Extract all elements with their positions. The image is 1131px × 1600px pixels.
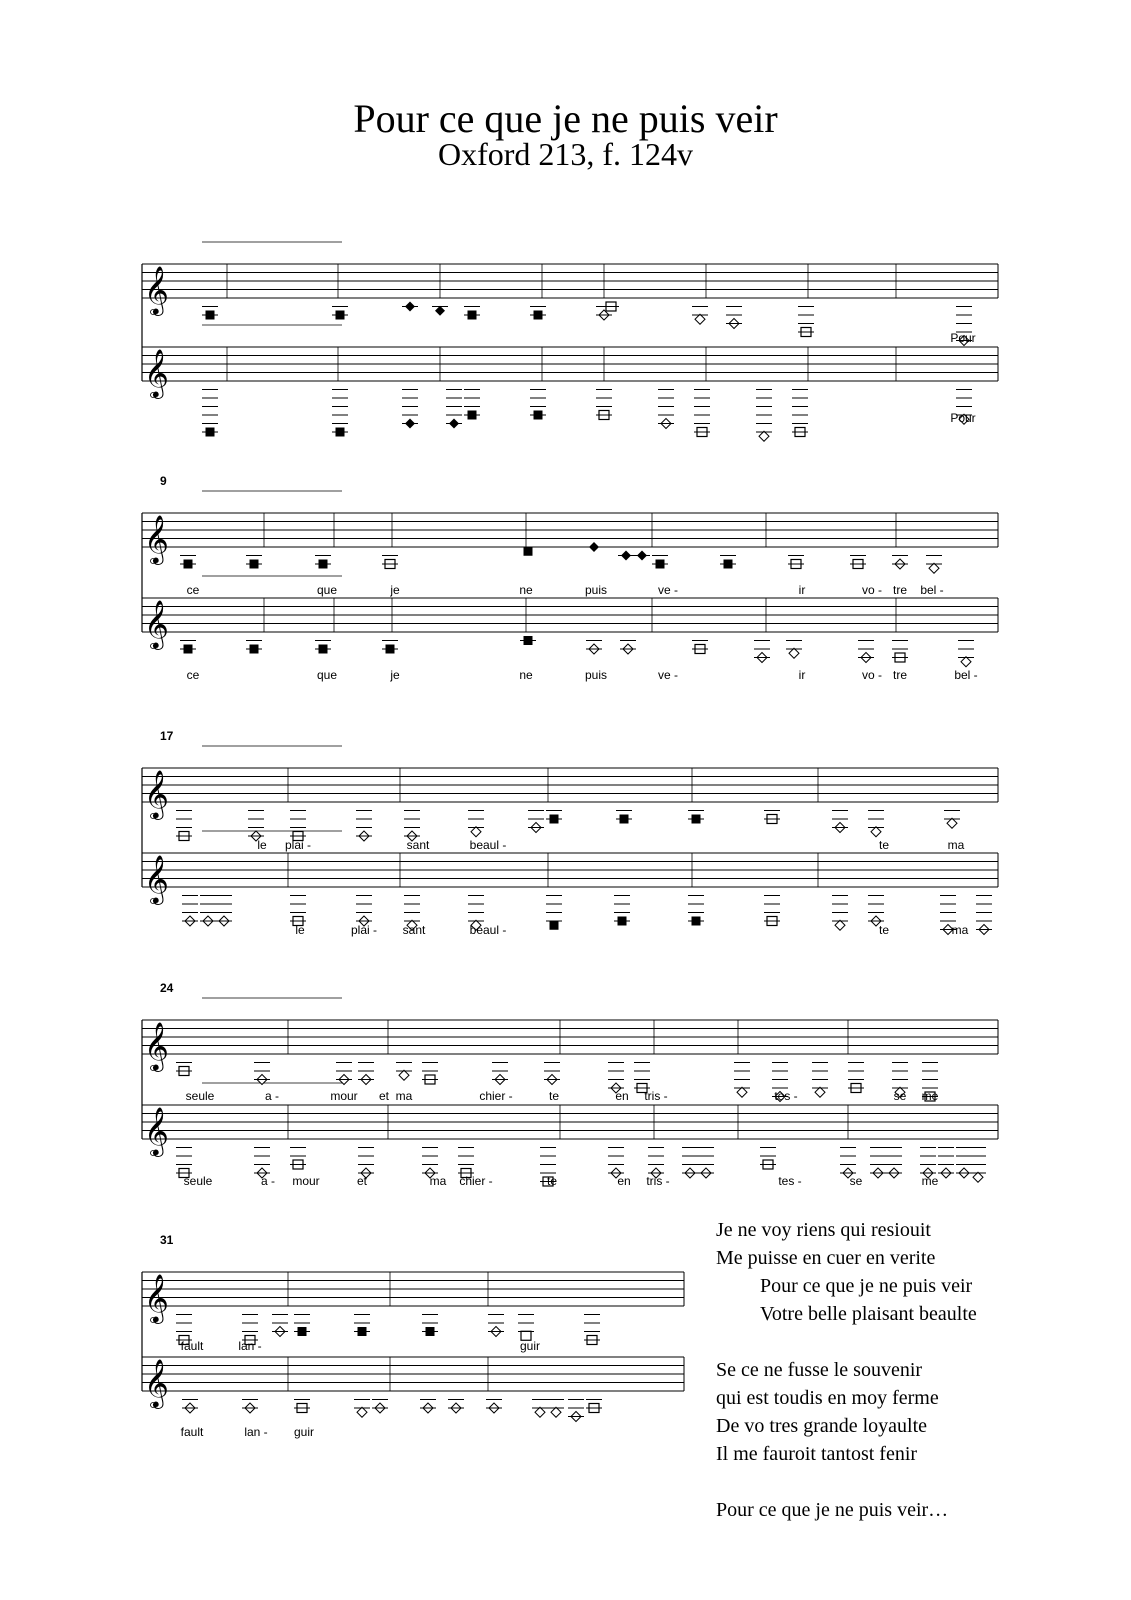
lower-lyric-syllable: en [617, 1174, 631, 1188]
note [616, 811, 632, 824]
upper-lyric-syllable: Pour [950, 331, 976, 345]
lower-lyric-syllable: tris - [646, 1174, 670, 1188]
note [734, 1063, 750, 1098]
note [614, 896, 630, 926]
note [634, 551, 650, 561]
note [354, 1400, 370, 1418]
lower-lyric-syllable: ve - [657, 668, 679, 682]
lower-lyric-syllable: que [316, 668, 338, 682]
poem-text [716, 1216, 977, 1552]
note [396, 1063, 412, 1081]
note [568, 1400, 584, 1422]
note [944, 811, 960, 829]
note [354, 1315, 370, 1337]
note [528, 811, 544, 833]
note [200, 896, 216, 927]
note [290, 896, 306, 926]
lower-lyric-syllable: je [390, 668, 400, 682]
note [254, 1063, 270, 1085]
note [658, 390, 674, 429]
note [532, 1400, 548, 1418]
upper-lyric-syllable: te [878, 838, 890, 852]
note [620, 641, 636, 655]
note [892, 556, 908, 570]
treble-clef-icon: 𝄞 [144, 1358, 169, 1407]
note [958, 641, 974, 667]
note [486, 1400, 502, 1414]
note [372, 1400, 388, 1414]
note [402, 390, 418, 429]
note [402, 302, 418, 312]
note [356, 811, 372, 842]
note [458, 1148, 474, 1178]
note [180, 556, 196, 569]
note [848, 1063, 864, 1093]
note [892, 641, 908, 663]
note [382, 641, 398, 654]
note [358, 1063, 374, 1085]
upper-lyric-syllable: le [257, 838, 267, 852]
upper-lyric-syllable: mour [330, 1089, 358, 1103]
note [756, 390, 772, 442]
upper-lyric-syllable: seule [185, 1089, 215, 1103]
upper-lyric-syllable: guir [519, 1339, 541, 1353]
treble-clef-icon: 𝄞 [144, 1021, 169, 1070]
upper-lyric-syllable: ma [947, 838, 965, 852]
lower-staff [142, 853, 998, 905]
note [546, 896, 562, 930]
note [294, 1315, 310, 1337]
poem-stanza [716, 1496, 977, 1524]
upper-staff [142, 1020, 998, 1072]
note [246, 641, 262, 654]
lower-lyric-syllable: tes - [778, 1174, 802, 1188]
lower-lyric-syllable: et [356, 1174, 368, 1188]
lower-lyric-syllable: te [546, 1174, 558, 1188]
upper-lyric-syllable: a - [264, 1089, 280, 1103]
poem-line: Je ne voy riens qui resiouit [716, 1219, 931, 1241]
note [754, 641, 770, 663]
note [315, 641, 331, 654]
lower-lyric-syllable: te [878, 923, 890, 937]
upper-lyric-syllable: que [316, 583, 338, 597]
poem-stanza [716, 1216, 977, 1328]
note [448, 1400, 464, 1414]
note [176, 811, 192, 841]
note [832, 811, 848, 833]
note [464, 307, 480, 320]
upper-lyric-syllable: en [615, 1089, 629, 1103]
upper-lyric-syllable: beaul - [469, 838, 507, 852]
note [176, 1148, 192, 1178]
upper-lyric-syllable: puis [584, 583, 608, 597]
upper-lyric-syllable: je [390, 583, 400, 597]
lower-lyric-syllable: ma [429, 1174, 447, 1188]
upper-lyric-syllable: bel - [920, 583, 944, 597]
note [518, 1315, 534, 1341]
upper-staff [142, 1272, 684, 1324]
lower-lyric-syllable: lan - [244, 1425, 268, 1439]
note [760, 1148, 776, 1170]
note [586, 641, 602, 655]
upper-lyric-syllable: plai - [284, 838, 312, 852]
lower-lyric-syllable: guir [293, 1425, 315, 1439]
lower-lyric-syllable: se [849, 1174, 863, 1188]
lower-lyric-syllable: a - [260, 1174, 276, 1188]
note [926, 556, 942, 574]
note [242, 1400, 258, 1414]
source-subtitle: Oxford 213, f. 124v [437, 136, 694, 172]
lower-lyric-syllable: plai - [350, 923, 378, 937]
music-system [142, 474, 978, 682]
note [520, 636, 536, 645]
note [180, 641, 196, 654]
note [850, 556, 866, 569]
note [976, 896, 992, 935]
note [422, 1315, 438, 1337]
note [698, 1148, 714, 1179]
note [290, 811, 306, 841]
note [596, 390, 612, 420]
note [332, 390, 348, 437]
note [720, 556, 736, 569]
lower-staff [142, 598, 998, 650]
note [584, 1315, 600, 1345]
upper-staff [142, 513, 998, 565]
upper-lyric-syllable: ir [798, 583, 806, 597]
upper-lyric-syllable: ce [186, 583, 200, 597]
note [446, 390, 462, 429]
note [492, 1063, 508, 1085]
note [530, 307, 546, 320]
upper-lyric-syllable: et [378, 1089, 390, 1103]
treble-clef-icon: 𝄞 [144, 599, 169, 648]
upper-lyric-syllable: lan - [238, 1339, 262, 1353]
upper-lyric-syllable: ve - [657, 583, 679, 597]
lower-lyric-syllable: ce [186, 668, 200, 682]
note [216, 896, 232, 927]
music-system [142, 242, 976, 441]
note [634, 1063, 650, 1093]
note [548, 1400, 564, 1418]
upper-lyric-syllable: me [921, 1089, 939, 1103]
note [420, 1400, 436, 1414]
note [404, 811, 420, 842]
note [294, 1400, 310, 1413]
note [726, 307, 742, 329]
note [868, 811, 884, 837]
lower-lyric-syllable: sant [402, 923, 426, 937]
note [870, 1148, 886, 1179]
note [858, 641, 874, 663]
measure-number: 24 [160, 981, 174, 995]
note [692, 307, 708, 325]
note [246, 556, 262, 569]
upper-lyric-syllable: tre [892, 583, 908, 597]
poem-stanza [716, 1356, 977, 1468]
note [332, 307, 348, 320]
lower-lyric-syllable: ir [798, 668, 806, 682]
note [586, 1400, 602, 1413]
note [382, 556, 398, 569]
poem-line: Votre belle plaisant beaulte [760, 1303, 977, 1325]
note [970, 1148, 986, 1183]
measure-number: 17 [160, 729, 174, 743]
note [248, 811, 264, 842]
music-system [142, 981, 998, 1188]
note [788, 556, 804, 569]
upper-lyric-syllable: tris - [644, 1089, 668, 1103]
poem-line: Pour ce que je ne puis veir [760, 1275, 973, 1297]
piece-title: Pour ce que je ne puis veir [353, 96, 778, 141]
upper-lyric-syllable: chier - [479, 1089, 513, 1103]
upper-lyric-syllable: se [893, 1089, 907, 1103]
note [202, 307, 218, 320]
note [182, 896, 198, 927]
note [764, 896, 780, 926]
upper-staff [142, 264, 998, 316]
measure-number: 9 [160, 474, 167, 488]
note [290, 1148, 306, 1170]
note [488, 1315, 504, 1337]
lower-lyric-syllable: chier - [459, 1174, 493, 1188]
note [868, 896, 884, 927]
note [812, 1063, 828, 1098]
note [182, 1400, 198, 1414]
lower-staff [142, 347, 998, 399]
lower-lyric-syllable: fault [180, 1425, 204, 1439]
treble-clef-icon: 𝄞 [144, 769, 169, 818]
note [202, 390, 218, 437]
lower-lyric-syllable: puis [584, 668, 608, 682]
lower-lyric-syllable: ne [519, 668, 533, 682]
note [682, 1148, 698, 1179]
treble-clef-icon: 𝄞 [144, 1106, 169, 1155]
lower-lyric-syllable: beaul - [469, 923, 507, 937]
lower-lyric-syllable: Pour [950, 411, 976, 425]
lower-lyric-syllable: le [295, 923, 305, 937]
note [792, 390, 808, 437]
note [786, 641, 802, 659]
upper-lyric-syllable: sant [406, 838, 430, 852]
poem-line: Se ce ne fusse le souvenir [716, 1359, 923, 1381]
note [956, 1148, 972, 1179]
note [544, 1063, 560, 1085]
poem-line: Me puisse en cuer en verite [716, 1247, 936, 1269]
poem-line: qui est toudis en moy ferme [716, 1387, 939, 1409]
note [692, 641, 708, 654]
note [546, 811, 562, 824]
note [798, 307, 814, 337]
note [422, 1063, 438, 1085]
note [832, 896, 848, 931]
note [618, 551, 634, 561]
upper-lyric-syllable: fault [180, 1339, 204, 1353]
lower-lyric-syllable: mour [292, 1174, 320, 1188]
upper-lyric-syllable: tes - [774, 1089, 798, 1103]
upper-lyric-syllable: vo - [861, 583, 883, 597]
measure-number: 31 [160, 1233, 174, 1247]
note [315, 556, 331, 569]
treble-clef-icon: 𝄞 [144, 265, 169, 314]
note [652, 556, 668, 569]
music-system [142, 1233, 684, 1439]
note [938, 1148, 954, 1179]
note [176, 1063, 192, 1076]
note [272, 1315, 288, 1337]
lower-lyric-syllable: me [921, 1174, 939, 1188]
note [530, 390, 546, 420]
note [432, 306, 448, 316]
upper-lyric-syllable: ma [395, 1089, 413, 1103]
treble-clef-icon: 𝄞 [144, 348, 169, 397]
treble-clef-icon: 𝄞 [144, 854, 169, 903]
lower-lyric-syllable: bel - [954, 668, 978, 682]
note [468, 811, 484, 837]
poem-line: Pour ce que je ne puis veir… [716, 1499, 949, 1521]
note [603, 302, 619, 311]
note [688, 896, 704, 926]
lower-lyric-syllable: seule [183, 1174, 213, 1188]
lower-staff [142, 1357, 684, 1409]
note [688, 811, 704, 824]
note [336, 1063, 352, 1085]
note [886, 1148, 902, 1179]
upper-staff [142, 768, 998, 820]
poem-line: Il me fauroit tantost fenir [716, 1443, 918, 1465]
lower-lyric-syllable: tre [892, 668, 908, 682]
lower-lyric-syllable: ma [951, 923, 969, 937]
note [464, 390, 480, 420]
poem-line: De vo tres grande loyaulte [716, 1415, 928, 1437]
upper-lyric-syllable: ne [519, 583, 533, 597]
lower-lyric-syllable: vo - [861, 668, 883, 682]
music-system [142, 729, 998, 937]
note [356, 896, 372, 927]
treble-clef-icon: 𝄞 [144, 514, 169, 563]
treble-clef-icon: 𝄞 [144, 1273, 169, 1322]
upper-lyric-syllable: te [548, 1089, 560, 1103]
note [694, 390, 710, 437]
lower-staff [142, 1105, 998, 1157]
note [764, 811, 780, 824]
note [524, 547, 533, 556]
